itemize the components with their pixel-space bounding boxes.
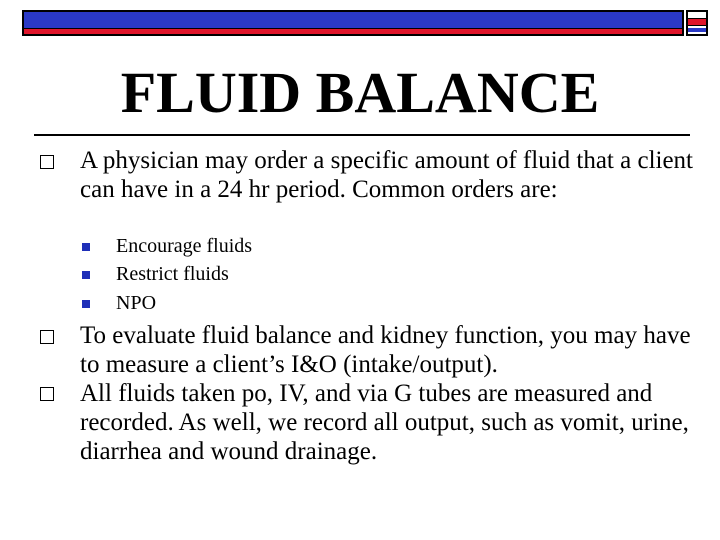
filled-square-icon [82,300,90,308]
filled-square-icon [82,271,90,279]
bullet-text: All fluids taken po, IV, and via G tubes are measured and recorded. As well, we record all output, such as vomit, urine, diarrhea and wound drainage. [80,380,689,465]
subbullet-text: Encourage fluids [116,235,253,257]
hollow-square-icon [40,330,54,344]
bullet-text: A physician may order a specific amount of fluid that a client can have in a 24 hr period. Common orders are: [80,147,694,203]
bullet-text: To evaluate fluid balance and kidney function, you may have to measure a client’s I&O (intake/output). [80,322,691,378]
subbullet-text: NPO [116,292,157,314]
hollow-square-icon [40,155,54,169]
corner-decoration [686,10,708,36]
corner-red-stripe [688,18,706,26]
hollow-square-icon [40,387,54,401]
subbullet-text: Restrict fluids [116,263,229,285]
title-divider [34,134,690,136]
corner-blue-stripe [688,28,706,32]
filled-square-icon [82,243,90,251]
top-red-stripe [22,28,684,36]
slide-title: FLUID BALANCE [120,60,600,125]
